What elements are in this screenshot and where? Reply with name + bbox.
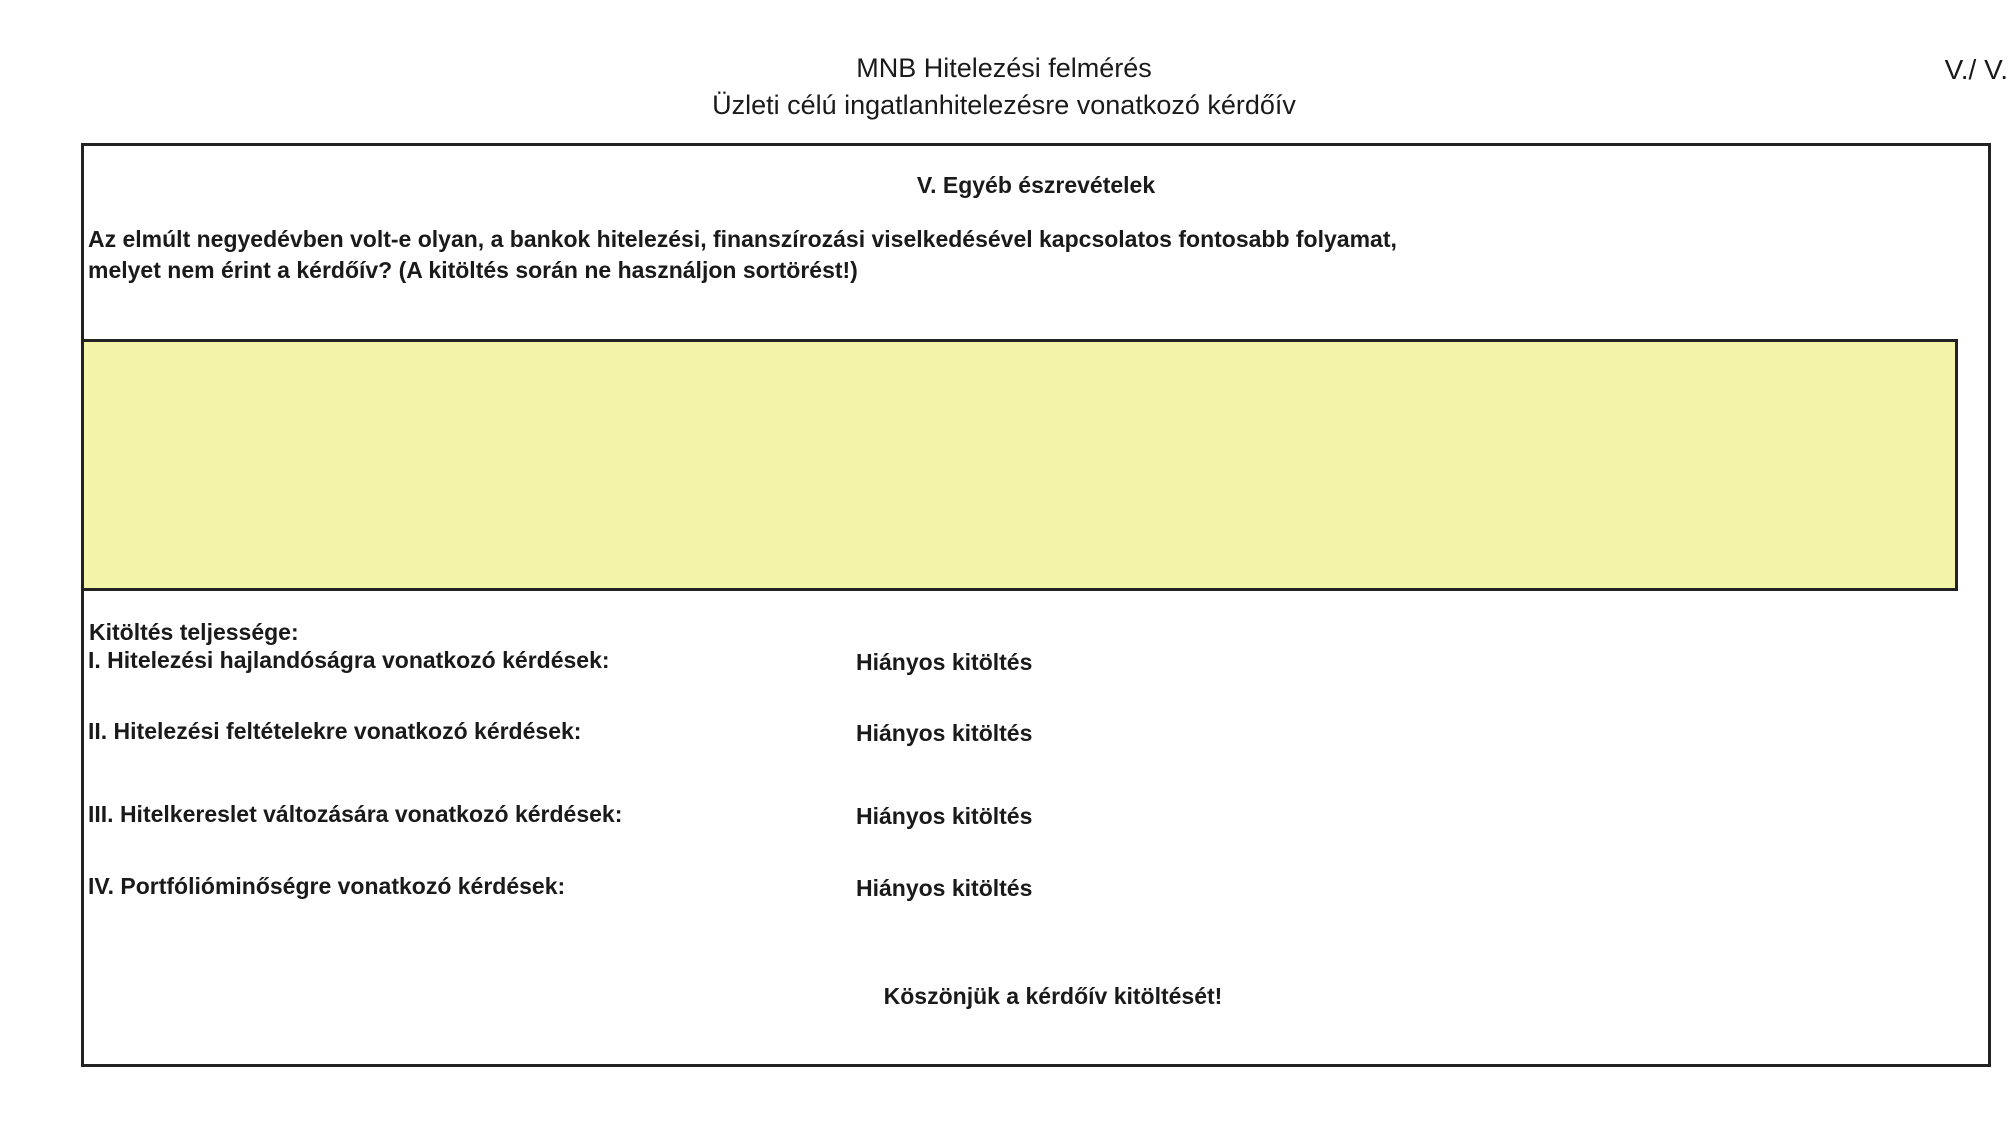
check-row-label-1: I. Hitelezési hajlandóságra vonatkozó kérdések: [88, 647, 610, 673]
check-row-label-2: II. Hitelezési feltételekre vonatkozó kérdések: [88, 718, 582, 744]
completeness-label: Kitöltés teljessége: [89, 619, 299, 645]
thank-you-message: Köszönjük a kérdőív kitöltését! [883, 983, 1223, 1009]
document-title: MNB Hitelezési felmérés [856, 53, 1152, 83]
question-line-2: melyet nem érint a kérdőív? (A kitöltés során ne használjon sortörést!) [88, 257, 858, 283]
check-row-status-4: Hiányos kitöltés [856, 875, 1033, 901]
check-row-status-3: Hiányos kitöltés [856, 803, 1033, 829]
check-row-status-2: Hiányos kitöltés [856, 720, 1033, 746]
document-subtitle: Üzleti célú ingatlanhitelezésre vonatkozó kérdőív [712, 90, 1296, 120]
page-reference: V./ V. [1944, 54, 2008, 85]
question-text [88, 224, 1397, 286]
question-line-1: Az elmúlt negyedévben volt-e olyan, a bankok hitelezési, finanszírozási viselkedésével kapcsolatos fontosabb folyamat, [88, 226, 1397, 252]
check-row-label-4: IV. Portfólióminőségre vonatkozó kérdések: [88, 873, 566, 899]
document-header [0, 50, 2008, 124]
answer-textarea[interactable] [81, 339, 1958, 591]
check-row-label-3: III. Hitelkereslet változására vonatkozó kérdések: [88, 801, 623, 827]
form-section-box [81, 143, 1991, 1067]
check-row-status-1: Hiányos kitöltés [856, 649, 1033, 675]
section-title: V. Egyéb észrevételek [916, 172, 1156, 198]
